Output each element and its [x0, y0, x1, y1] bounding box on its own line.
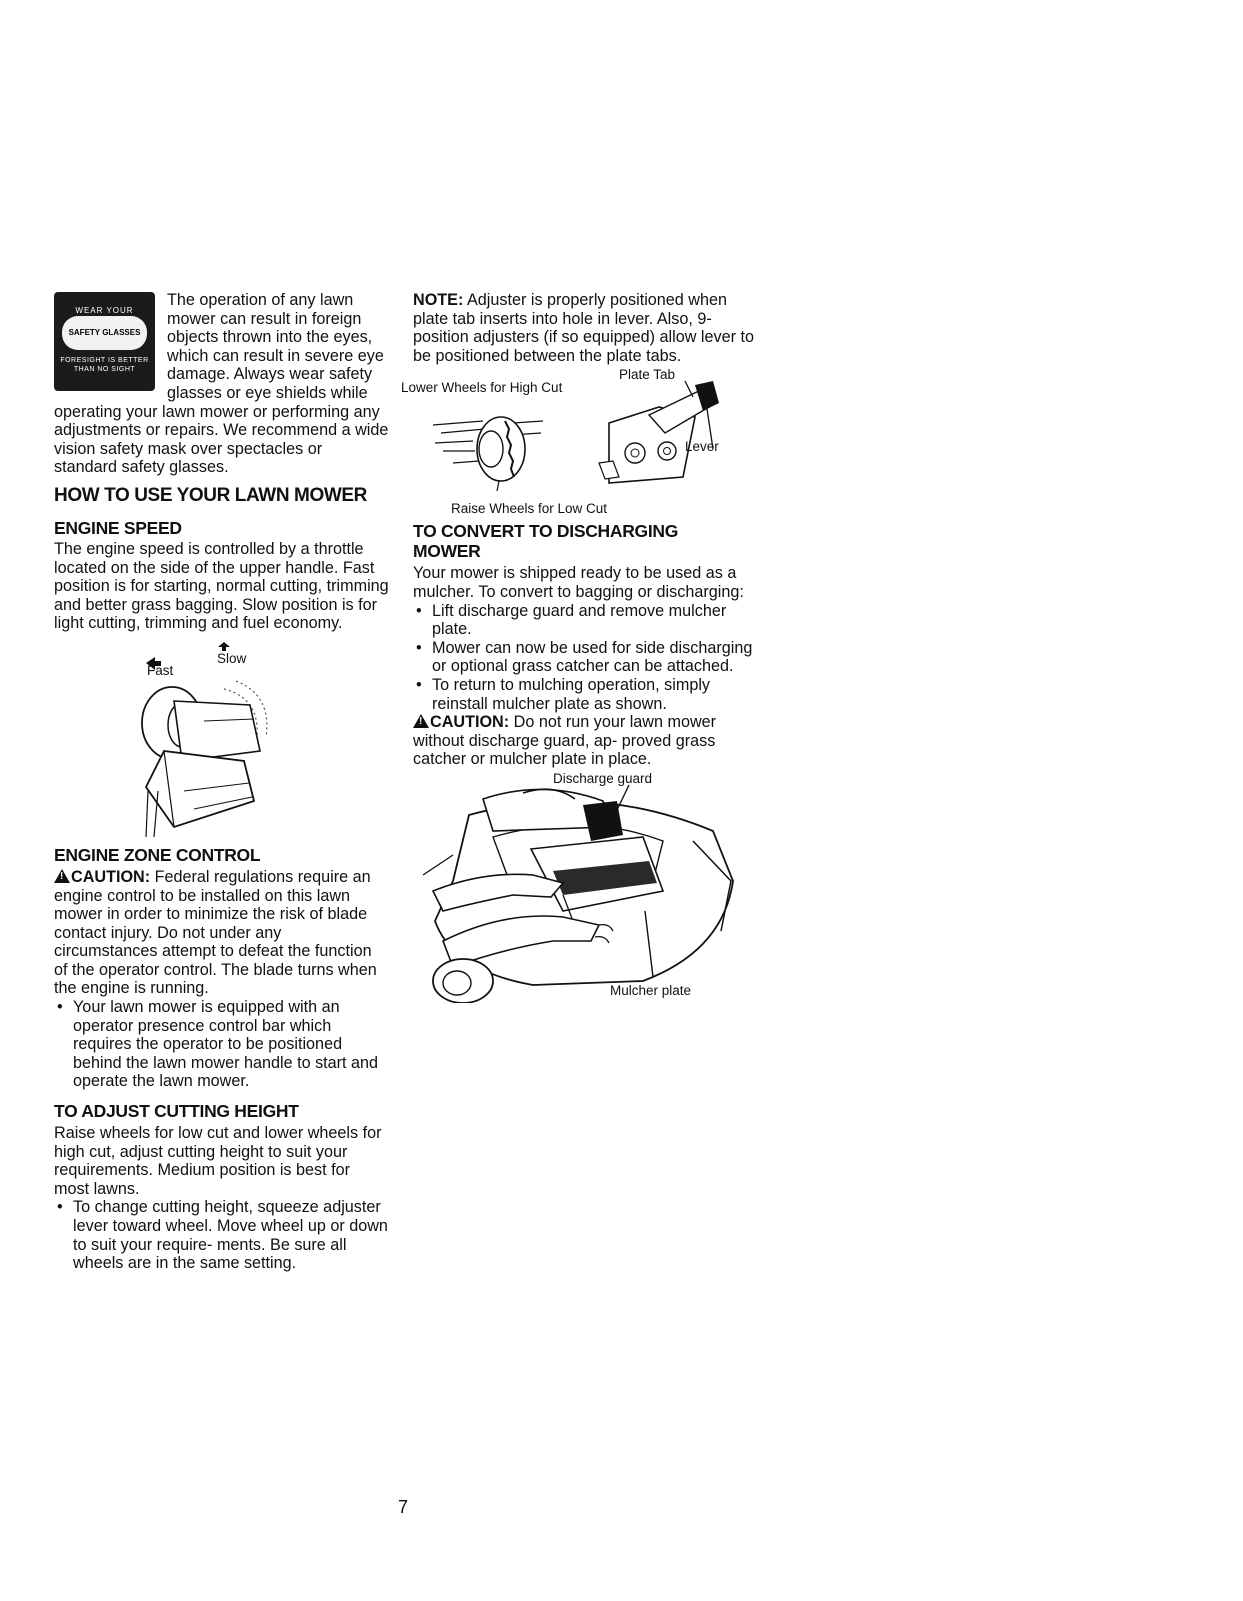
- slow-label: Slow: [217, 650, 247, 666]
- caution-icon: [54, 869, 70, 883]
- right-column: [401, 291, 758, 1003]
- badge-top-text: WEAR YOUR: [75, 306, 134, 315]
- discharge-guard-label: Discharge guard: [553, 770, 653, 786]
- discharging-bullet: • Lift discharge guard and remove mulcher plate.: [413, 602, 758, 639]
- left-column: [54, 291, 389, 1273]
- mower-illustration: [413, 771, 758, 1003]
- cutting-height-list: [54, 1198, 389, 1272]
- discharging-text: Your mower is shipped ready to be used as a mulcher. To convert to bagging or discharging:: [413, 564, 744, 601]
- note-paragraph: [413, 291, 758, 365]
- engine-speed-heading: ENGINE SPEED: [54, 517, 182, 538]
- discharging-caution-text: Do not run your lawn mower without discharge guard, ap- proved grass catcher or mulcher plate in place.: [413, 713, 717, 769]
- caution-label: CAUTION:: [71, 867, 151, 886]
- caution-icon: [413, 714, 429, 728]
- cutting-height-heading: TO ADJUST CUTTING HEIGHT: [54, 1101, 299, 1122]
- throttle-figure: [54, 641, 389, 839]
- engine-speed-text: The engine speed is controlled by a throttle located on the side of the upper handle. Fast position is for starting, normal cutting, trimming and better grass bagging. Slow position is for light cutting, trimming and fuel economy.: [54, 539, 389, 633]
- cutting-height-bullet: • To change cutting height, squeeze adjuster lever toward wheel. Move wheel up or down to suit your require- ments. Be sure all wheels are in the same setting.: [54, 1198, 389, 1272]
- plate-tab-label: Plate Tab: [619, 367, 676, 383]
- engine-zone-caution-text: Federal regulations require an engine control to be installed on this lawn mower in order to minimize the risk of blade contact injury. Do not under any circumstances attempt to defeat the function of the operator control. The blade turns when the engine is running.: [54, 867, 377, 998]
- slow-arrow-icon: [218, 642, 230, 651]
- badge-bottom-line-2: THAN NO SIGHT: [73, 366, 136, 373]
- throttle-illustration: [54, 641, 389, 839]
- engine-zone-bullet: • Your lawn mower is equipped with an operator presence control bar which requires the operator to be positioned behind the lawn mower handle to start and operate the lawn mower.: [54, 998, 389, 1091]
- lever-label: Lever: [685, 439, 719, 455]
- raise-wheels-label: Raise Wheels for Low Cut: [451, 501, 608, 517]
- engine-zone-caution: [54, 868, 389, 998]
- mulcher-plate-label: Mulcher plate: [610, 982, 692, 998]
- badge-bottom-line-1: FORESIGHT IS BETTER: [60, 357, 149, 364]
- mower-figure: [413, 771, 758, 1003]
- engine-zone-heading: ENGINE ZONE CONTROL: [54, 844, 261, 865]
- section-title: HOW TO USE YOUR LAWN MOWER: [54, 484, 367, 506]
- cutting-height-text: Raise wheels for low cut and lower wheels for high cut, adjust cutting height to suit your requirements. Medium position is best for most lawns.: [54, 1124, 382, 1198]
- badge-bottom-text: [58, 356, 151, 374]
- fast-label: Fast: [147, 662, 174, 678]
- lower-wheels-label: Lower Wheels for High Cut: [401, 380, 563, 396]
- note-label: NOTE:: [413, 291, 464, 309]
- engine-zone-list: [54, 998, 389, 1091]
- discharging-caution: [413, 713, 758, 769]
- page-number: 7: [398, 1497, 409, 1517]
- safety-glasses-block: [54, 291, 389, 477]
- note-text: Adjuster is properly positioned when plate tab inserts into hole in lever. Also, 9-position adjusters (if so equipped) allow lever to be positioned between the plate tabs.: [413, 291, 755, 365]
- discharging-list: [413, 602, 758, 714]
- safety-warning-text: The operation of any lawn mower can result in foreign objects thrown into the eyes, which can result in severe eye damage. Always wear safety glasses or eye shields while operating your lawn mower or performing any adjustments or repairs. We recommend a wide vision safety mask over spectacles or standard safety glasses.: [54, 291, 389, 477]
- discharging-bullet: • To return to mulching operation, simply reinstall mulcher plate as shown.: [413, 676, 758, 713]
- discharging-bullet: • Mower can now be used for side discharging or optional grass catcher can be attached.: [413, 639, 758, 676]
- discharging-heading: TO CONVERT TO DISCHARGING MOWER: [413, 521, 679, 562]
- safety-glasses-icon: SAFETY GLASSES: [62, 316, 147, 350]
- safety-glasses-badge: [54, 292, 155, 391]
- wheel-adjust-figure: [401, 367, 758, 517]
- caution-label: CAUTION:: [430, 713, 510, 732]
